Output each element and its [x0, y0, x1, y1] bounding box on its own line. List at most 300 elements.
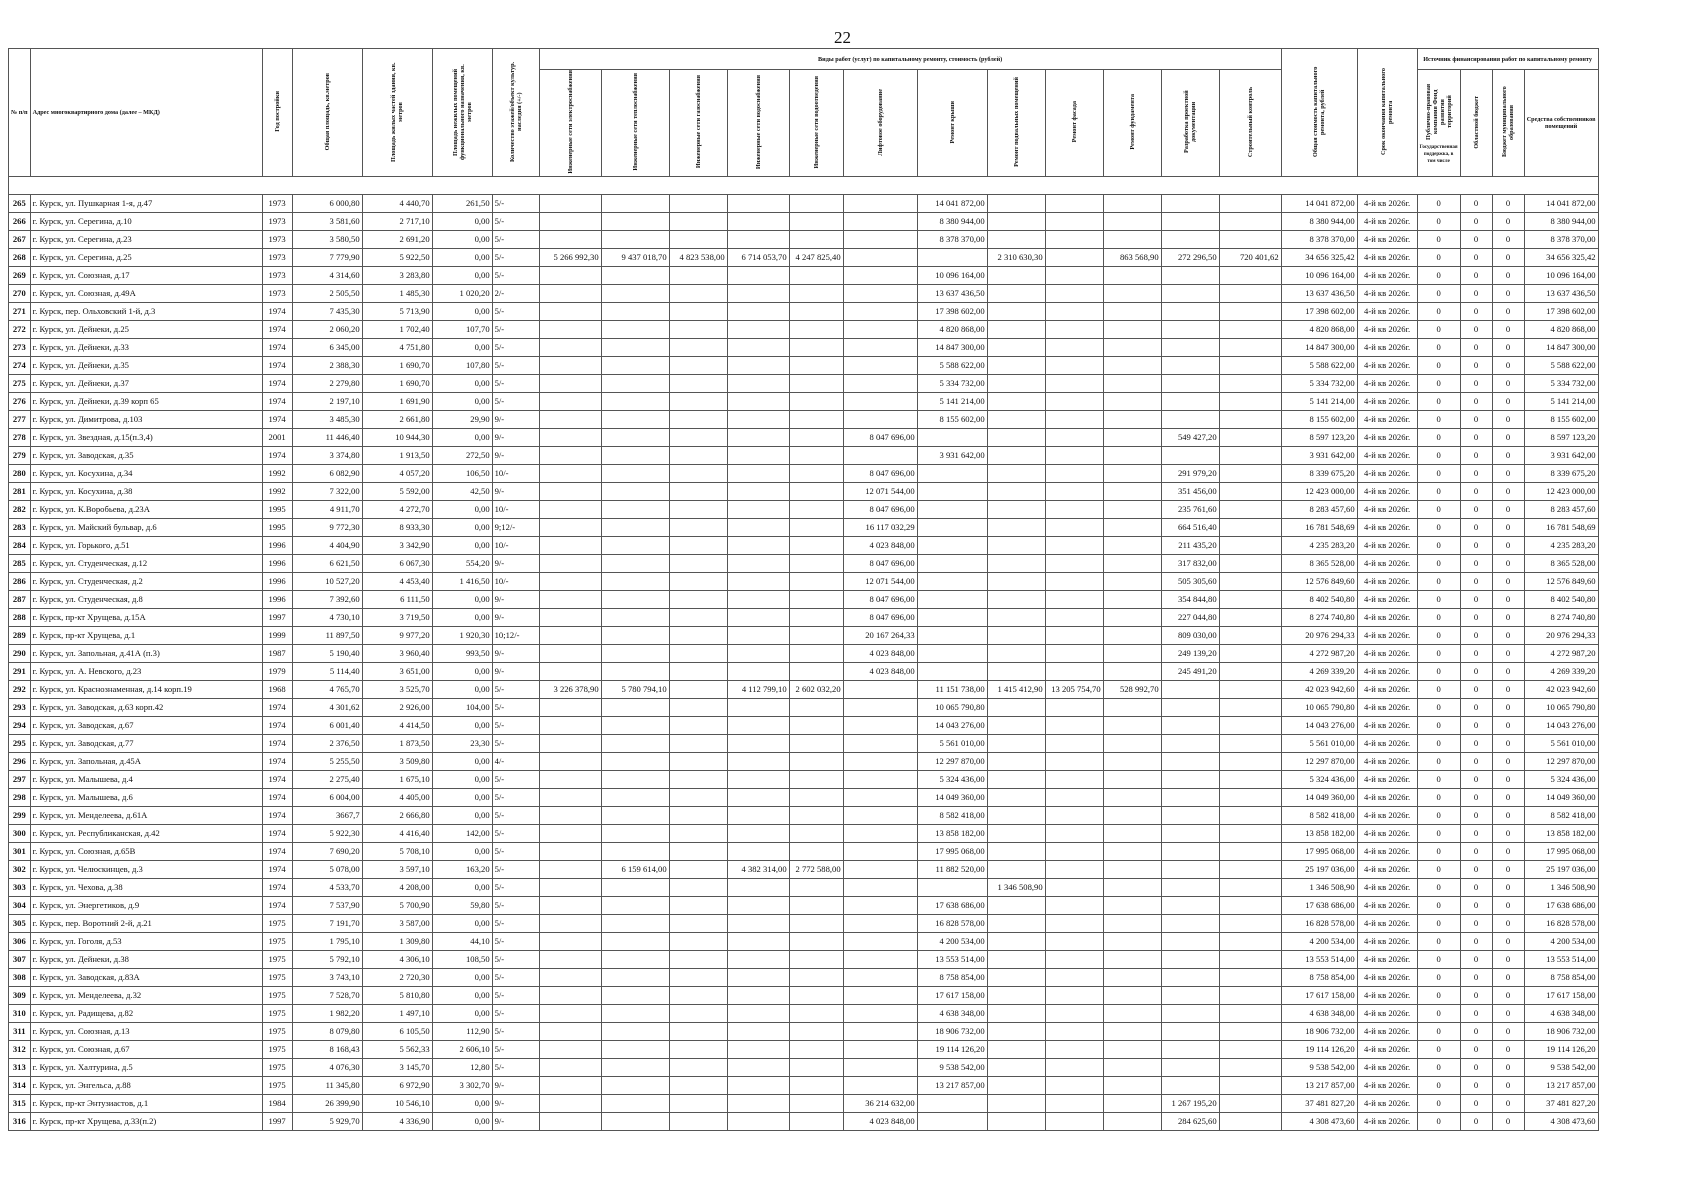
row-number: 313 — [9, 1059, 31, 1077]
deadline-cell: 4-й кв 2026г. — [1357, 537, 1417, 555]
deadline-cell: 4-й кв 2026г. — [1357, 483, 1417, 501]
address-cell: г. Курск, ул. Союзная, д.67 — [30, 1041, 262, 1059]
living-area-cell: 2 926,00 — [362, 699, 432, 717]
electric-cost-cell — [539, 321, 601, 339]
col-basement-header: Ремонт подвальных помещений — [987, 70, 1045, 177]
design-cost-cell — [1161, 915, 1219, 933]
total-area-cell: 7 392,60 — [292, 591, 362, 609]
regional-cell: 0 — [1460, 591, 1492, 609]
control-cost-cell — [1219, 699, 1281, 717]
gas-cost-cell — [669, 789, 727, 807]
row-number: 280 — [9, 465, 31, 483]
control-cost-cell — [1219, 843, 1281, 861]
control-cost-cell — [1219, 1077, 1281, 1095]
municipal-cell: 0 — [1492, 573, 1524, 591]
water-cost-cell — [727, 1113, 789, 1131]
heat-cost-cell — [601, 645, 669, 663]
control-cost-cell — [1219, 537, 1281, 555]
nonres-area-cell: 59,80 — [432, 897, 492, 915]
water-cost-cell — [727, 429, 789, 447]
design-cost-cell — [1161, 267, 1219, 285]
total-area-cell: 3 580,50 — [292, 231, 362, 249]
lift-cost-cell: 12 071 544,00 — [843, 573, 917, 591]
municipal-cell: 0 — [1492, 933, 1524, 951]
control-cost-cell — [1219, 591, 1281, 609]
roof-cost-cell — [917, 555, 987, 573]
living-area-cell: 1 873,50 — [362, 735, 432, 753]
public-law-cell: 0 — [1417, 1095, 1460, 1113]
deadline-cell: 4-й кв 2026г. — [1357, 699, 1417, 717]
lift-cost-cell — [843, 987, 917, 1005]
total-cost-cell: 8 283 457,60 — [1281, 501, 1357, 519]
design-cost-cell: 291 979,20 — [1161, 465, 1219, 483]
lift-cost-cell — [843, 915, 917, 933]
year-cell: 2001 — [262, 429, 292, 447]
basement-cost-cell — [987, 483, 1045, 501]
heat-cost-cell — [601, 483, 669, 501]
lift-cost-cell — [843, 681, 917, 699]
foundation-cost-cell: 863 568,90 — [1103, 249, 1161, 267]
sewer-cost-cell — [789, 951, 843, 969]
year-cell: 1973 — [262, 267, 292, 285]
floors-cell: 9/- — [492, 1095, 539, 1113]
water-cost-cell — [727, 645, 789, 663]
table-row — [9, 771, 1599, 789]
total-cost-cell: 17 995 068,00 — [1281, 843, 1357, 861]
floors-cell: 10/- — [492, 573, 539, 591]
living-area-cell: 5 922,50 — [362, 249, 432, 267]
floors-cell: 5/- — [492, 1005, 539, 1023]
facade-cost-cell — [1045, 357, 1103, 375]
address-cell: г. Курск, ул. Студенческая, д.12 — [30, 555, 262, 573]
year-cell: 1999 — [262, 627, 292, 645]
facade-cost-cell: 13 205 754,70 — [1045, 681, 1103, 699]
facade-cost-cell — [1045, 285, 1103, 303]
control-cost-cell: 720 401,62 — [1219, 249, 1281, 267]
facade-cost-cell — [1045, 825, 1103, 843]
roof-cost-cell: 16 828 578,00 — [917, 915, 987, 933]
roof-cost-cell: 11 882 520,00 — [917, 861, 987, 879]
total-area-cell: 4 404,90 — [292, 537, 362, 555]
floors-cell: 5/- — [492, 249, 539, 267]
heat-cost-cell — [601, 843, 669, 861]
lift-cost-cell: 8 047 696,00 — [843, 501, 917, 519]
total-area-cell: 5 190,40 — [292, 645, 362, 663]
nonres-area-cell: 0,00 — [432, 339, 492, 357]
design-cost-cell — [1161, 717, 1219, 735]
water-cost-cell: 6 714 053,70 — [727, 249, 789, 267]
lift-cost-cell: 4 023 848,00 — [843, 1113, 917, 1131]
heat-cost-cell — [601, 501, 669, 519]
regional-cell: 0 — [1460, 843, 1492, 861]
roof-cost-cell: 17 617 158,00 — [917, 987, 987, 1005]
total-cost-cell: 25 197 036,00 — [1281, 861, 1357, 879]
gas-cost-cell — [669, 231, 727, 249]
foundation-cost-cell — [1103, 339, 1161, 357]
facade-cost-cell — [1045, 1041, 1103, 1059]
facade-cost-cell — [1045, 969, 1103, 987]
table-row — [9, 249, 1599, 267]
living-area-cell: 4 272,70 — [362, 501, 432, 519]
total-area-cell: 11 446,40 — [292, 429, 362, 447]
municipal-cell: 0 — [1492, 231, 1524, 249]
control-cost-cell — [1219, 465, 1281, 483]
design-cost-cell: 317 832,00 — [1161, 555, 1219, 573]
nonres-area-cell: 0,00 — [432, 591, 492, 609]
electric-cost-cell — [539, 897, 601, 915]
control-cost-cell — [1219, 195, 1281, 213]
facade-cost-cell — [1045, 411, 1103, 429]
basement-cost-cell — [987, 591, 1045, 609]
control-cost-cell — [1219, 321, 1281, 339]
control-cost-cell — [1219, 573, 1281, 591]
municipal-cell: 0 — [1492, 339, 1524, 357]
owners-cell: 8 155 602,00 — [1524, 411, 1598, 429]
electric-cost-cell — [539, 915, 601, 933]
roof-cost-cell — [917, 879, 987, 897]
basement-cost-cell — [987, 933, 1045, 951]
municipal-cell: 0 — [1492, 555, 1524, 573]
design-cost-cell — [1161, 987, 1219, 1005]
living-area-cell: 6 067,30 — [362, 555, 432, 573]
foundation-cost-cell — [1103, 843, 1161, 861]
nonres-area-cell: 0,00 — [432, 267, 492, 285]
nonres-area-cell: 0,00 — [432, 969, 492, 987]
electric-cost-cell — [539, 807, 601, 825]
owners-cell: 25 197 036,00 — [1524, 861, 1598, 879]
total-area-cell: 1 982,20 — [292, 1005, 362, 1023]
public-law-cell: 0 — [1417, 393, 1460, 411]
roof-cost-cell: 10 096 164,00 — [917, 267, 987, 285]
table-header — [9, 49, 1599, 177]
control-cost-cell — [1219, 357, 1281, 375]
heat-cost-cell — [601, 789, 669, 807]
sewer-cost-cell — [789, 969, 843, 987]
lift-cost-cell — [843, 861, 917, 879]
gas-cost-cell — [669, 663, 727, 681]
water-cost-cell — [727, 1023, 789, 1041]
total-area-cell: 2 376,50 — [292, 735, 362, 753]
owners-cell: 14 847 300,00 — [1524, 339, 1598, 357]
roof-cost-cell: 4 200 534,00 — [917, 933, 987, 951]
living-area-cell: 6 972,90 — [362, 1077, 432, 1095]
year-cell: 1996 — [262, 591, 292, 609]
col-num-header: № п/п — [9, 49, 31, 177]
roof-cost-cell: 17 995 068,00 — [917, 843, 987, 861]
sewer-cost-cell — [789, 195, 843, 213]
roof-cost-cell — [917, 645, 987, 663]
lift-cost-cell: 8 047 696,00 — [843, 609, 917, 627]
table-row — [9, 231, 1599, 249]
roof-cost-cell: 14 049 360,00 — [917, 789, 987, 807]
living-area-cell: 4 208,00 — [362, 879, 432, 897]
deadline-cell: 4-й кв 2026г. — [1357, 717, 1417, 735]
lift-cost-cell — [843, 843, 917, 861]
municipal-cell: 0 — [1492, 771, 1524, 789]
heat-cost-cell — [601, 447, 669, 465]
nonres-area-cell: 261,50 — [432, 195, 492, 213]
floors-cell: 5/- — [492, 825, 539, 843]
address-cell: г. Курск, ул. Союзная, д.49А — [30, 285, 262, 303]
address-cell: г. Курск, ул. Менделеева, д.61А — [30, 807, 262, 825]
nonres-area-cell: 0,00 — [432, 681, 492, 699]
floors-cell: 5/- — [492, 1023, 539, 1041]
public-law-cell: 0 — [1417, 933, 1460, 951]
heat-cost-cell — [601, 1023, 669, 1041]
heat-cost-cell — [601, 537, 669, 555]
deadline-cell: 4-й кв 2026г. — [1357, 357, 1417, 375]
public-law-cell: 0 — [1417, 699, 1460, 717]
municipal-cell: 0 — [1492, 609, 1524, 627]
nonres-area-cell: 0,00 — [432, 717, 492, 735]
roof-cost-cell: 18 906 732,00 — [917, 1023, 987, 1041]
floors-cell: 9/- — [492, 483, 539, 501]
col-total-area-header: Общая площадь, кв.метров — [292, 49, 362, 177]
electric-cost-cell — [539, 753, 601, 771]
nonres-area-cell: 163,20 — [432, 861, 492, 879]
row-number: 305 — [9, 915, 31, 933]
heat-cost-cell — [601, 321, 669, 339]
roof-cost-cell: 8 758 854,00 — [917, 969, 987, 987]
row-number: 304 — [9, 897, 31, 915]
row-number: 288 — [9, 609, 31, 627]
total-area-cell: 7 779,90 — [292, 249, 362, 267]
control-cost-cell — [1219, 231, 1281, 249]
electric-cost-cell — [539, 483, 601, 501]
row-number: 296 — [9, 753, 31, 771]
owners-cell: 8 380 944,00 — [1524, 213, 1598, 231]
roof-cost-cell: 13 637 436,50 — [917, 285, 987, 303]
facade-cost-cell — [1045, 1077, 1103, 1095]
owners-cell: 13 637 436,50 — [1524, 285, 1598, 303]
deadline-cell: 4-й кв 2026г. — [1357, 1005, 1417, 1023]
address-cell: г. Курск, ул. Союзная, д.65В — [30, 843, 262, 861]
total-area-cell: 6 001,40 — [292, 717, 362, 735]
control-cost-cell — [1219, 447, 1281, 465]
regional-cell: 0 — [1460, 807, 1492, 825]
roof-cost-cell — [917, 537, 987, 555]
owners-cell: 5 324 436,00 — [1524, 771, 1598, 789]
total-cost-cell: 14 041 872,00 — [1281, 195, 1357, 213]
regional-cell: 0 — [1460, 501, 1492, 519]
facade-cost-cell — [1045, 1023, 1103, 1041]
lift-cost-cell — [843, 393, 917, 411]
col-public-law-header: Публично-правовая компания Фонд развития территорий Государственная поддержка, в том числе — [1417, 70, 1460, 177]
owners-cell: 10 065 790,80 — [1524, 699, 1598, 717]
table-row — [9, 321, 1599, 339]
row-number: 310 — [9, 1005, 31, 1023]
nonres-area-cell: 12,80 — [432, 1059, 492, 1077]
table-row — [9, 501, 1599, 519]
basement-cost-cell: 2 310 630,30 — [987, 249, 1045, 267]
total-area-cell: 3 581,60 — [292, 213, 362, 231]
design-cost-cell — [1161, 1077, 1219, 1095]
total-area-cell: 7 435,30 — [292, 303, 362, 321]
facade-cost-cell — [1045, 483, 1103, 501]
table-row — [9, 357, 1599, 375]
municipal-cell: 0 — [1492, 789, 1524, 807]
control-cost-cell — [1219, 717, 1281, 735]
design-cost-cell — [1161, 825, 1219, 843]
lift-cost-cell: 8 047 696,00 — [843, 429, 917, 447]
facade-cost-cell — [1045, 645, 1103, 663]
nonres-area-cell: 104,00 — [432, 699, 492, 717]
living-area-cell: 3 283,80 — [362, 267, 432, 285]
facade-cost-cell — [1045, 627, 1103, 645]
sewer-cost-cell — [789, 807, 843, 825]
floors-cell: 5/- — [492, 735, 539, 753]
public-law-cell: 0 — [1417, 825, 1460, 843]
water-cost-cell — [727, 663, 789, 681]
table-row — [9, 627, 1599, 645]
address-cell: г. Курск, пер. Ольховский 1-й, д.3 — [30, 303, 262, 321]
regional-cell: 0 — [1460, 465, 1492, 483]
electric-cost-cell — [539, 951, 601, 969]
total-cost-cell: 5 588 622,00 — [1281, 357, 1357, 375]
total-cost-cell: 8 274 740,80 — [1281, 609, 1357, 627]
roof-cost-cell: 17 638 686,00 — [917, 897, 987, 915]
foundation-cost-cell — [1103, 591, 1161, 609]
roof-cost-cell: 14 041 872,00 — [917, 195, 987, 213]
row-number: 275 — [9, 375, 31, 393]
sewer-cost-cell: 2 772 588,00 — [789, 861, 843, 879]
year-cell: 1995 — [262, 519, 292, 537]
row-number: 273 — [9, 339, 31, 357]
regional-cell: 0 — [1460, 789, 1492, 807]
foundation-cost-cell — [1103, 447, 1161, 465]
facade-cost-cell — [1045, 717, 1103, 735]
nonres-area-cell: 0,00 — [432, 1095, 492, 1113]
basement-cost-cell — [987, 897, 1045, 915]
floors-cell: 5/- — [492, 375, 539, 393]
facade-cost-cell — [1045, 807, 1103, 825]
year-cell: 1974 — [262, 861, 292, 879]
public-law-cell: 0 — [1417, 213, 1460, 231]
design-cost-cell: 235 761,60 — [1161, 501, 1219, 519]
basement-cost-cell — [987, 951, 1045, 969]
control-cost-cell — [1219, 555, 1281, 573]
total-area-cell: 3 485,30 — [292, 411, 362, 429]
control-cost-cell — [1219, 933, 1281, 951]
col-deadline-header: Срок окончания капитального ремонта — [1357, 49, 1417, 177]
total-area-cell: 4 533,70 — [292, 879, 362, 897]
deadline-cell: 4-й кв 2026г. — [1357, 429, 1417, 447]
year-cell: 1974 — [262, 771, 292, 789]
lift-cost-cell — [843, 321, 917, 339]
floors-cell: 5/- — [492, 393, 539, 411]
control-cost-cell — [1219, 1059, 1281, 1077]
foundation-cost-cell — [1103, 933, 1161, 951]
basement-cost-cell — [987, 789, 1045, 807]
regional-cell: 0 — [1460, 321, 1492, 339]
public-law-cell: 0 — [1417, 537, 1460, 555]
roof-cost-cell — [917, 249, 987, 267]
foundation-cost-cell — [1103, 501, 1161, 519]
year-cell: 1975 — [262, 1077, 292, 1095]
municipal-cell: 0 — [1492, 969, 1524, 987]
water-cost-cell — [727, 825, 789, 843]
owners-cell: 13 858 182,00 — [1524, 825, 1598, 843]
address-cell: г. Курск, ул. Энгельса, д.88 — [30, 1077, 262, 1095]
deadline-cell: 4-й кв 2026г. — [1357, 1041, 1417, 1059]
basement-cost-cell — [987, 825, 1045, 843]
regional-cell: 0 — [1460, 447, 1492, 465]
sewer-cost-cell — [789, 357, 843, 375]
lift-cost-cell: 8 047 696,00 — [843, 465, 917, 483]
total-area-cell: 11 897,50 — [292, 627, 362, 645]
water-cost-cell — [727, 213, 789, 231]
basement-cost-cell — [987, 429, 1045, 447]
nonres-area-cell: 0,00 — [432, 915, 492, 933]
regional-cell: 0 — [1460, 411, 1492, 429]
lift-cost-cell: 12 071 544,00 — [843, 483, 917, 501]
row-number: 294 — [9, 717, 31, 735]
control-cost-cell — [1219, 519, 1281, 537]
basement-cost-cell — [987, 231, 1045, 249]
foundation-cost-cell — [1103, 519, 1161, 537]
year-cell: 1968 — [262, 681, 292, 699]
year-cell: 1973 — [262, 249, 292, 267]
lift-cost-cell: 36 214 632,00 — [843, 1095, 917, 1113]
heat-cost-cell — [601, 627, 669, 645]
design-cost-cell: 809 030,00 — [1161, 627, 1219, 645]
water-cost-cell — [727, 231, 789, 249]
control-cost-cell — [1219, 411, 1281, 429]
address-cell: г. Курск, пр-кт Хрущева, д.15А — [30, 609, 262, 627]
row-number: 265 — [9, 195, 31, 213]
heat-cost-cell — [601, 591, 669, 609]
foundation-cost-cell — [1103, 231, 1161, 249]
living-area-cell: 3 597,10 — [362, 861, 432, 879]
municipal-cell: 0 — [1492, 465, 1524, 483]
year-cell: 1997 — [262, 1113, 292, 1131]
year-cell: 1975 — [262, 1023, 292, 1041]
deadline-cell: 4-й кв 2026г. — [1357, 987, 1417, 1005]
heat-cost-cell — [601, 915, 669, 933]
address-cell: г. Курск, ул. Челюскинцев, д.3 — [30, 861, 262, 879]
gas-cost-cell — [669, 213, 727, 231]
deadline-cell: 4-й кв 2026г. — [1357, 249, 1417, 267]
basement-cost-cell — [987, 861, 1045, 879]
table-body — [9, 177, 1599, 1131]
foundation-cost-cell — [1103, 1005, 1161, 1023]
living-area-cell: 5 713,90 — [362, 303, 432, 321]
living-area-cell: 1 913,50 — [362, 447, 432, 465]
public-law-cell: 0 — [1417, 717, 1460, 735]
living-area-cell: 5 592,00 — [362, 483, 432, 501]
heat-cost-cell — [601, 375, 669, 393]
address-cell: г. Курск, ул. Заводская, д.35 — [30, 447, 262, 465]
control-cost-cell — [1219, 825, 1281, 843]
owners-cell: 17 638 686,00 — [1524, 897, 1598, 915]
regional-cell: 0 — [1460, 915, 1492, 933]
lift-cost-cell — [843, 267, 917, 285]
total-area-cell: 2 197,10 — [292, 393, 362, 411]
public-law-cell: 0 — [1417, 1023, 1460, 1041]
col-lift-header: Лифтовое оборудование — [843, 70, 917, 177]
foundation-cost-cell — [1103, 429, 1161, 447]
living-area-cell: 4 306,10 — [362, 951, 432, 969]
total-cost-cell: 14 847 300,00 — [1281, 339, 1357, 357]
col-design-header: Разработка проектной документации — [1161, 70, 1219, 177]
public-law-cell: 0 — [1417, 1041, 1460, 1059]
floors-cell: 10/- — [492, 465, 539, 483]
public-law-cell: 0 — [1417, 573, 1460, 591]
total-area-cell: 8 168,43 — [292, 1041, 362, 1059]
deadline-cell: 4-й кв 2026г. — [1357, 789, 1417, 807]
municipal-cell: 0 — [1492, 375, 1524, 393]
facade-cost-cell — [1045, 735, 1103, 753]
